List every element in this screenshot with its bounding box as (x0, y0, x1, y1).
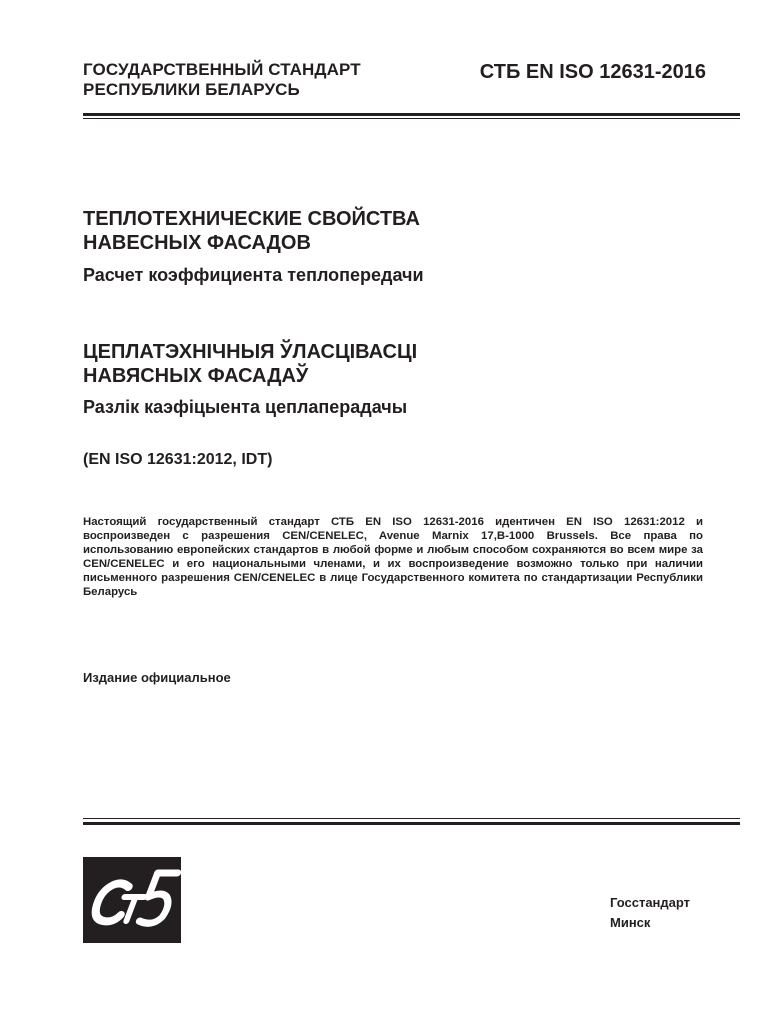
publisher-info (610, 893, 690, 933)
title-russian (83, 207, 420, 255)
subtitle-belarusian: Разлік каэфіцыента цеплаперадачы (83, 397, 408, 417)
stb-logo-icon (83, 857, 181, 943)
title-ru-line2: НАВЕСНЫХ ФАСАДОВ (83, 232, 311, 254)
header-organization (83, 60, 361, 100)
title-belarusian (83, 340, 417, 388)
standard-code: СТБ EN ISO 12631-2016 (479, 61, 706, 83)
identity-reference: (EN ISO 12631:2012, IDT) (83, 451, 273, 468)
subtitle-russian: Расчет коэффициента теплопередачи (83, 265, 424, 285)
copyright-notice: Настоящий государственный стандарт СТБ EN ISO 12631-2016 идентичен EN ISO 12631:2012 и воспроизведен с разрешения CEN/CENELEC, Avenue Marnix 17,B-1000 Brussels. Все права по использованию европейских стандартов в любой форме и любым способом сохраняются во всем мире за CEN/CENELEC и его национальными членами, и их воспроизведение возможно только при наличии письменного разрешения CEN/CENELEC в лице Государственного комитета по стандартизации Республики Беларусь (83, 516, 703, 598)
publisher-name: Госстандарт (610, 895, 691, 910)
header-divider-thick (83, 113, 740, 116)
title-by-line2: НАВЯСНЫХ ФАСАДАЎ (83, 365, 309, 387)
header-divider-thin (83, 118, 740, 119)
edition-label: Издание официальное (83, 670, 231, 685)
header-org-line1: ГОСУДАРСТВЕННЫЙ СТАНДАРТ (83, 60, 361, 79)
title-ru-line1: ТЕПЛОТЕХНИЧЕСКИЕ СВОЙСТВА (83, 208, 420, 230)
footer-divider-thick (83, 822, 740, 825)
footer-divider-thin (83, 818, 740, 819)
publisher-city: Минск (610, 915, 651, 930)
header-org-line2: РЕСПУБЛИКИ БЕЛАРУСЬ (83, 80, 300, 99)
title-by-line1: ЦЕПЛАТЭХНІЧНЫЯ ЎЛАСЦІВАСЦІ (83, 341, 418, 363)
